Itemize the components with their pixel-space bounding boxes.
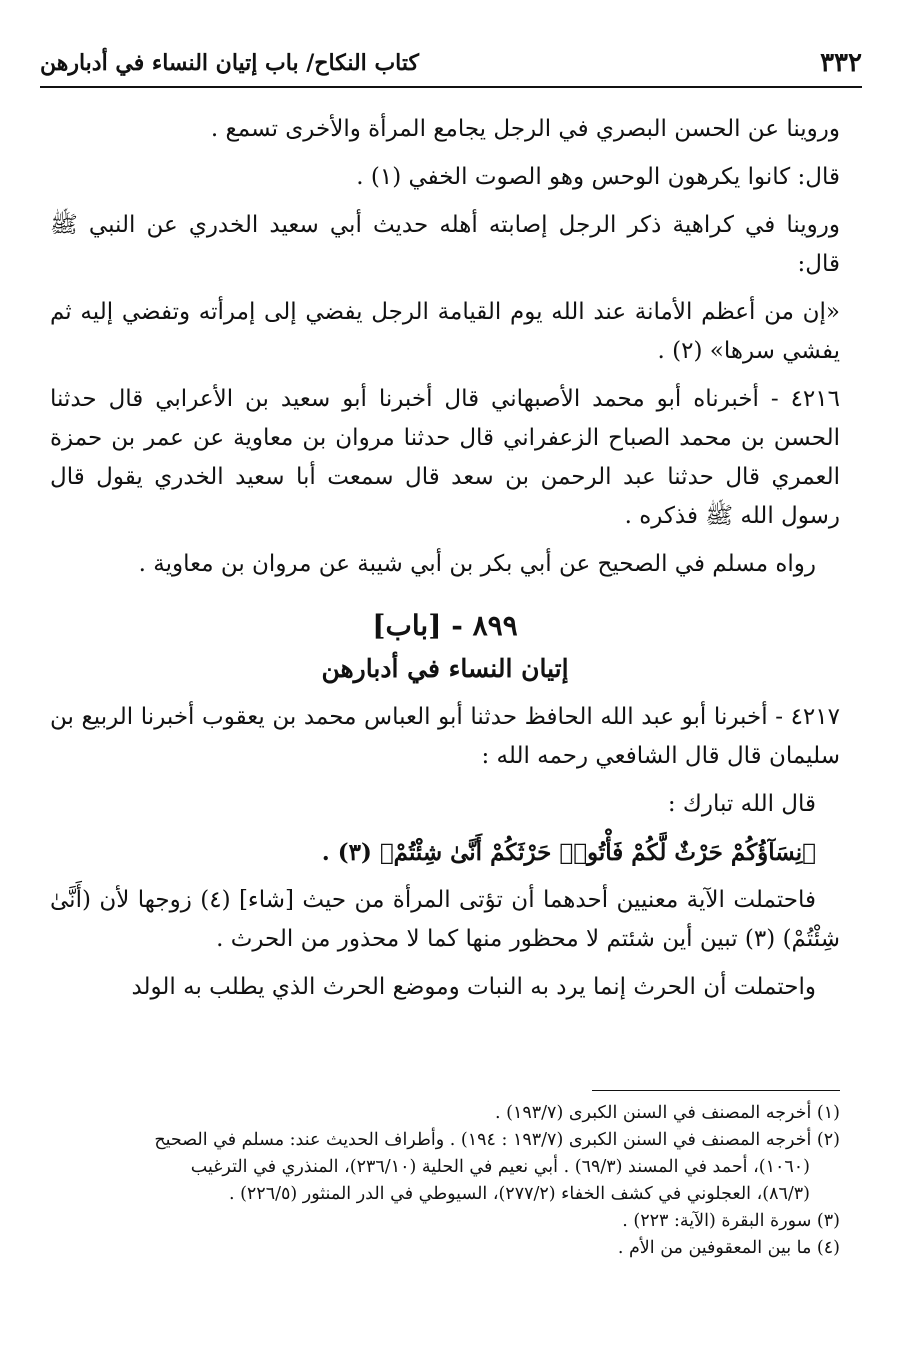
footnote-divider bbox=[592, 1090, 840, 1091]
paragraph: رواه مسلم في الصحيح عن أبي بكر بن أبي شيبة عن مروان بن معاوية . bbox=[138, 551, 816, 577]
footnote: (١) أخرجه المصنف في السنن الكبرى (١٩٣/٧) . bbox=[495, 1103, 840, 1123]
hadith-4217: ٤٢١٧ - أخبرنا أبو عبد الله الحافظ حدثنا أبو العباس محمد بن يعقوب أخبرنا الربيع بن سليمان قال قال الشافعي رحمه الله : bbox=[50, 704, 840, 769]
running-title: كتاب النكاح/ باب إتيان النساء في أدبارهن bbox=[40, 50, 419, 76]
main-text bbox=[50, 110, 840, 1016]
paragraph: فاحتملت الآية معنيين أحدهما أن تؤتى المرأة من حيث [شاء] (٤) زوجها لأن (أَنَّىٰ شِئْتُمْ) (٣) تبين أين شئتم لا محظور منها كما لا محذور من الحرث . bbox=[50, 887, 840, 952]
paragraph: واحتملت أن الحرث إنما يرد به النبات وموضع الحرث الذي يطلب به الولد bbox=[131, 974, 816, 1000]
footnote-continuation: (٨٦/٣)، العجلوني في كشف الخفاء (٢٧٧/٢)، السيوطي في الدر المنثور (٢٢٦/٥) . bbox=[228, 1184, 810, 1204]
page-number: ٣٣٢ bbox=[820, 48, 862, 78]
footnote: (٤) ما بين المعقوفين من الأم . bbox=[617, 1238, 840, 1258]
chapter-title: إتيان النساء في أدبارهن bbox=[321, 654, 569, 683]
paragraph: قال الله تبارك : bbox=[667, 791, 816, 817]
footnotes bbox=[50, 1100, 840, 1262]
running-header bbox=[40, 42, 862, 88]
footnote: (٣) سورة البقرة (الآية: ٢٢٣) . bbox=[622, 1211, 840, 1231]
quran-verse: ﴿نِسَآؤُكُمْ حَرْثٌ لَّكُمْ فَأْتُوا۟ حَرْثَكُمْ أَنَّىٰ شِئْتُمْ﴾ (٣) . bbox=[321, 839, 816, 866]
footnote-continuation: (١٠٦٠)، أحمد في المسند (٦٩/٣) . أبي نعيم في الحلية (٢٣٦/١٠)، المنذري في الترغيب bbox=[190, 1157, 810, 1177]
footnote: (٢) أخرجه المصنف في السنن الكبرى (١٩٣/٧ : ١٩٤) . وأطراف الحديث عند: مسلم في الصحيح bbox=[154, 1130, 840, 1150]
paragraph: وروينا في كراهية ذكر الرجل إصابته أهله حديث أبي سعيد الخدري عن النبي ﷺ قال: bbox=[50, 212, 840, 277]
hadith-4216: ٤٢١٦ - أخبرناه أبو محمد الأصبهاني قال أخبرنا أبو سعيد بن الأعرابي قال حدثنا الحسن بن محمد الصباح الزعفراني قال حدثنا مروان بن معاوية عن عمر بن حمزة العمري قال حدثنا عبد الرحمن بن سعد قال سمعت أبا سعيد الخدري يقول قال رسول الله ﷺ فذكره . bbox=[50, 386, 840, 529]
paragraph: قال: كانوا يكرهون الوحس وهو الصوت الخفي (١) . bbox=[356, 164, 840, 190]
chapter-number: ٨٩٩ - [باب] bbox=[372, 609, 518, 642]
paragraph: وروينا عن الحسن البصري في الرجل يجامع المرأة والأخرى تسمع . bbox=[210, 116, 840, 142]
hadith-quote: «إن من أعظم الأمانة عند الله يوم القيامة الرجل يفضي إلى إمرأته وتفضي إليه ثم يفشي سرها» (٢) . bbox=[50, 299, 840, 364]
